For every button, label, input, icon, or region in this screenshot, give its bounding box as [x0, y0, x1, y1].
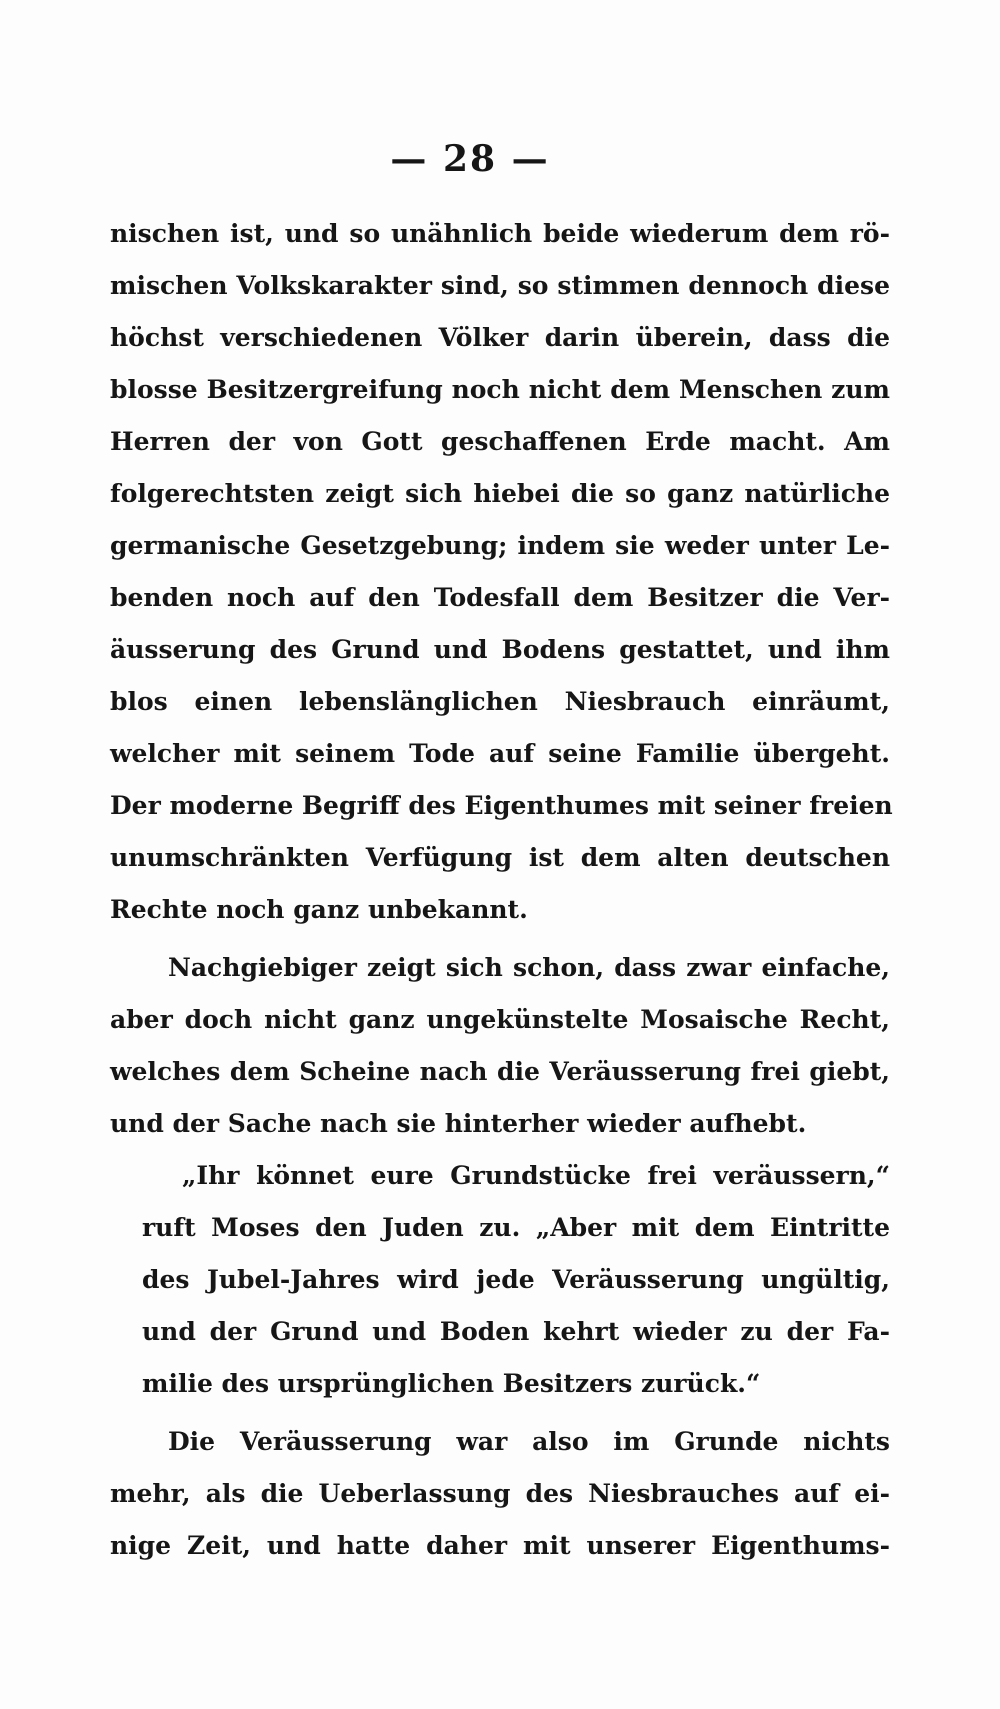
text-line: und der Sache nach sie hinterher wieder aufhebt. — [110, 1109, 807, 1138]
text-line: nige Zeit, und hatte daher mit unserer Eigenthums- — [110, 1531, 890, 1560]
text-line: benden noch auf den Todesfall dem Besitzer die Ver- — [110, 583, 890, 612]
text-line: Der moderne Begriff des Eigenthumes mit seiner freien — [110, 791, 893, 820]
text-line: Nachgiebiger zeigt sich schon, dass zwar einfache, — [168, 953, 890, 982]
text-line: höchst verschiedenen Völker darin überein, dass die — [110, 323, 890, 352]
paragraph-4 — [110, 1416, 890, 1572]
paragraph-1 — [110, 208, 893, 936]
text-line: Herren der von Gott geschaffenen Erde macht. Am — [110, 427, 890, 456]
text-line: des Jubel-Jahres wird jede Veräusserung ungültig, — [142, 1265, 890, 1294]
text-line: welches dem Scheine nach die Veräusserung frei giebt, — [110, 1057, 890, 1086]
text-line: äusserung des Grund und Bodens gestattet, und ihm — [110, 635, 890, 664]
page-number: — 28 — — [390, 138, 550, 180]
text-line: blosse Besitzergreifung noch nicht dem Menschen zum — [110, 375, 890, 404]
quotation — [110, 1150, 890, 1410]
text-line: und der Grund und Boden kehrt wieder zu der Fa- — [142, 1317, 890, 1346]
text-line: germanische Gesetzgebung; indem sie weder unter Le- — [110, 531, 890, 560]
body-text — [110, 208, 893, 1572]
text-line: folgerechtsten zeigt sich hiebei die so ganz natürliche — [110, 479, 890, 508]
text-line: „Ihr könnet eure Grundstücke frei veräussern,“ — [182, 1161, 890, 1190]
text-line: welcher mit seinem Tode auf seine Familie übergeht. — [110, 739, 890, 768]
text-line: Die Veräusserung war also im Grunde nichts — [168, 1427, 890, 1456]
text-line: ruft Moses den Juden zu. „Aber mit dem Eintritte — [142, 1213, 890, 1242]
text-line: Rechte noch ganz unbekannt. — [110, 895, 528, 924]
text-line: nischen ist, und so unähnlich beide wiederum dem rö- — [110, 219, 890, 248]
text-line: aber doch nicht ganz ungekünstelte Mosaische Recht, — [110, 1005, 890, 1034]
text-line: unumschränkten Verfügung ist dem alten deutschen — [110, 843, 890, 872]
text-line: blos einen lebenslänglichen Niesbrauch einräumt, — [110, 687, 890, 716]
paragraph-2 — [110, 942, 890, 1150]
text-line: mischen Volkskarakter sind, so stimmen dennoch diese — [110, 271, 890, 300]
text-line: mehr, als die Ueberlassung des Niesbrauches auf ei- — [110, 1479, 890, 1508]
text-line: milie des ursprünglichen Besitzers zurück.“ — [142, 1369, 761, 1398]
